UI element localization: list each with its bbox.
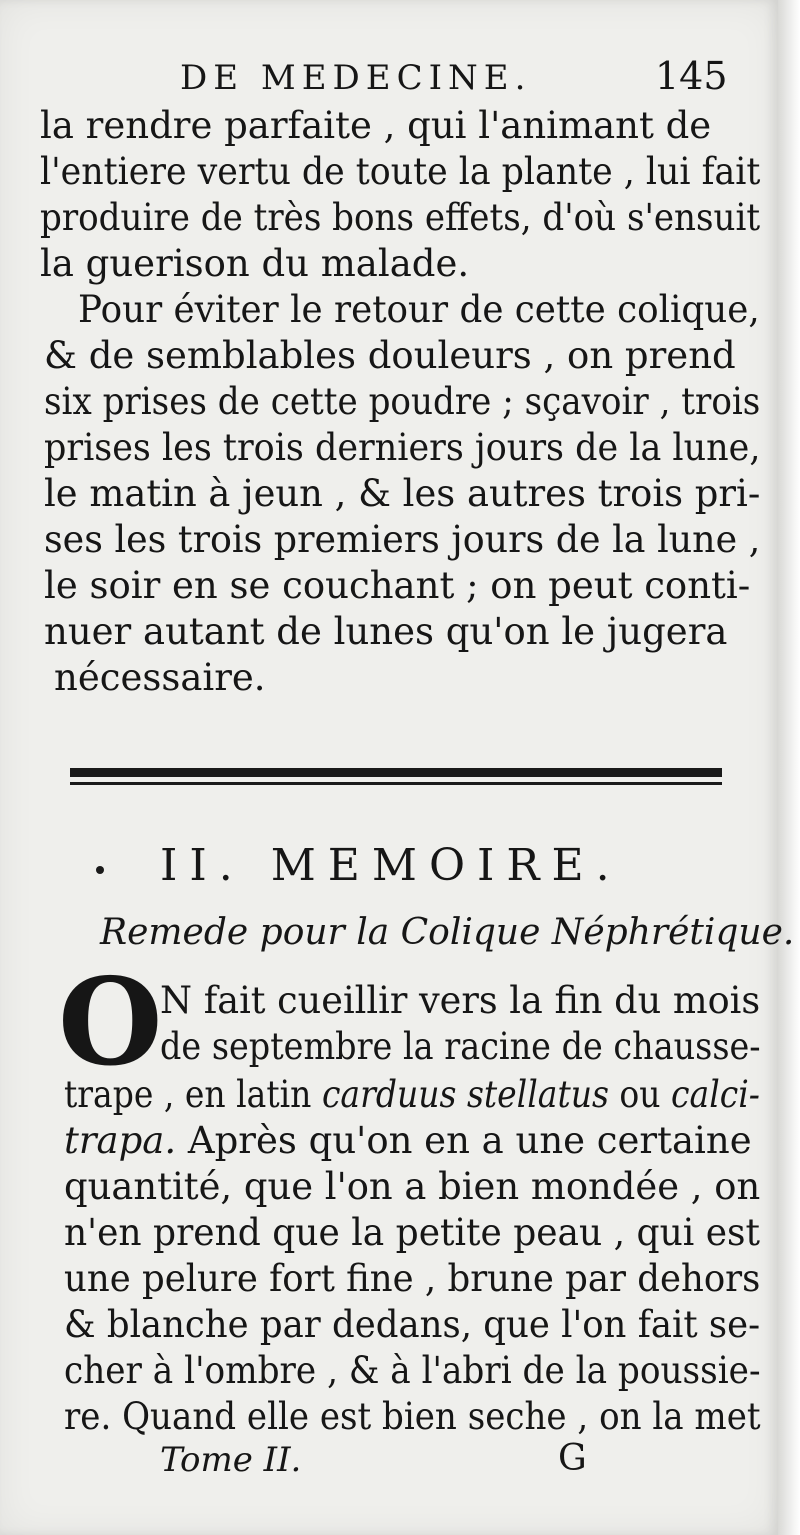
section-rule-thick (70, 768, 722, 777)
text-line: quantité, que l'on a bien mondée , on (64, 1165, 761, 1208)
text-line: cher à l'ombre , & à l'abri de la poussie- (64, 1349, 761, 1392)
text-segment: ou (619, 1073, 661, 1116)
text-line: ses les trois premiers jours de la lune , (44, 518, 761, 561)
text-line: produire de très bons effets, d'où s'ensuit (40, 196, 761, 239)
page-number: 145 (655, 54, 728, 98)
text-line: la rendre parfaite , qui l'animant de (40, 104, 712, 147)
text-line: nuer autant de lunes qu'on le jugera (44, 610, 728, 653)
text-line (64, 1118, 752, 1164)
text-line: n'en prend que la petite peau , qui est (64, 1211, 760, 1254)
text-line (64, 1072, 760, 1118)
text-line: le matin à jeun , & les autres trois pri- (44, 472, 761, 515)
text-line: & de semblables douleurs , on prend (44, 334, 736, 377)
page-header (40, 48, 740, 98)
memoire-title: II. MEMOIRE. (160, 840, 622, 891)
latin-term: trapa. (64, 1119, 177, 1162)
drop-cap: O (58, 952, 163, 1093)
text-line: la guerison du malade. (40, 242, 470, 285)
signature-mark: G (558, 1438, 587, 1479)
ornament-dot (96, 866, 104, 874)
text-line: de septembre la racine de chausse- (160, 1025, 761, 1068)
text-line: l'entiere vertu de toute la plante , lui fait (40, 150, 761, 193)
text-line: Pour éviter le retour de cette colique, (78, 288, 760, 331)
text-line: nécessaire. (54, 656, 266, 699)
text-line: prises les trois derniers jours de la lune, (44, 426, 761, 469)
text-line: & blanche par dedans, que l'on fait se- (64, 1303, 761, 1346)
text-line: six prises de cette poudre ; sçavoir , trois (44, 380, 761, 423)
running-head: DE MEDECINE. (180, 58, 532, 98)
text-segment: Après qu'on en a une certaine (187, 1119, 752, 1162)
memoire-subtitle: Remede pour la Colique Néphrétique. (100, 912, 795, 953)
page-edge (778, 0, 800, 1535)
text-line: re. Quand elle est bien seche , on la met (64, 1395, 761, 1438)
latin-term: carduus stellatus (321, 1073, 609, 1116)
text-segment: trape , en latin (64, 1073, 312, 1116)
text-line: le soir en se couchant ; on peut conti- (44, 564, 751, 607)
latin-term: calci- (671, 1073, 760, 1116)
volume-label: Tome II. (160, 1440, 302, 1480)
text-line: N fait cueillir vers la fin du mois (160, 979, 761, 1022)
section-rule-thin (70, 782, 722, 785)
text-line: une pelure fort fine , brune par dehors (64, 1257, 761, 1300)
